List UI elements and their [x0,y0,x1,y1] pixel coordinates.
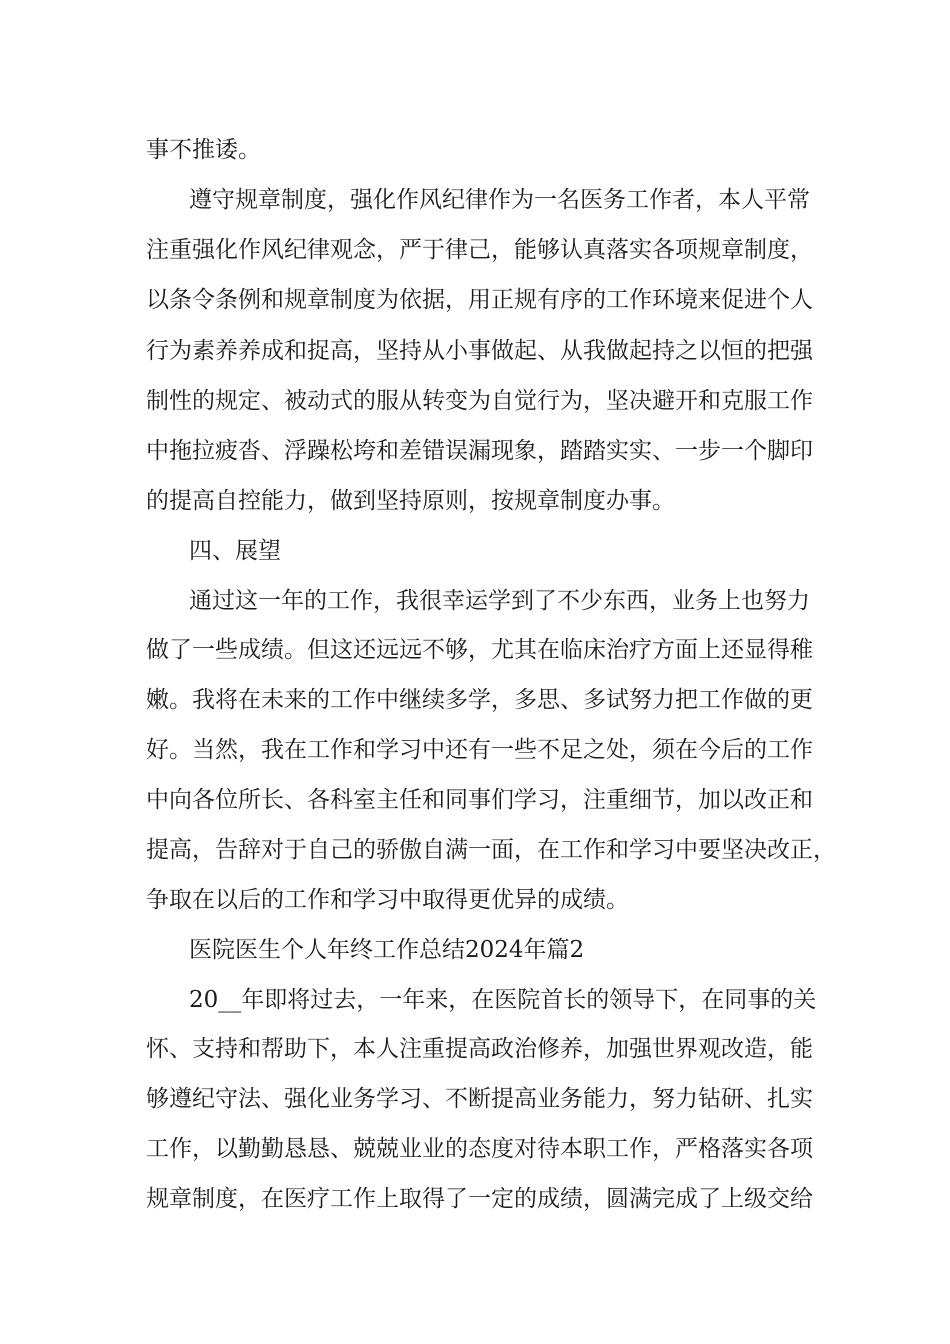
document-page: 事不推诿。 遵守规章制度，强化作风纪律作为一名医务工作者，本人平常 注重强化作风纪律观念，严于律己，能够认真落实各项规章制度， 以条令条例和规章制度为依据，用正规有序的工作环境来促进个人 行为素养养成和捉高，坚持从小事做起、从我做起持之以恒的把强 制性的规定、被动式的服从转变为自觉行为，坚决避开和克服工作 中拖拉疲沓、浮躁松垮和差错误漏现象，踏踏实实、一步一个脚印 的提高自控能力，做到坚持原则，按规章制度办事。 四、展望 通过这一年的工作，我很幸运学到了不少东西，业务上也努力 做了一些成绩。但这还远远不够，尤其在临床治疗方面上还显得稚 嫩。我将在未来的工作中继续多学，多思、多试努力把工作做的更 好。当然，我在工作和学习中还有一些不足之处，须在今后的工作 中向各位所长、各科室主任和同事们学习，注重细节，加以改正和 提高，告辞对于自己的骄傲自满一面，在工作和学习中要坚决改正， 争取在以后的工作和学习中取得更优异的成绩。 医院医生个人年终工作总结2024年篇2 20__年即将过去，一年来，在医院首长的领导下，在同事的关 怀、支持和帮助下，本人注重提高政治修养，加强世界观改造，能 够遵纪守法、强化业务学习、不断提高业务能力，努力钻研、扎实 工作，以勤勤恳恳、兢兢业业的态度对待本职工作，严格落实各项 规章制度，在医疗工作上取得了一定的成绩，圆满完成了上级交给 [146,137,836,1212]
